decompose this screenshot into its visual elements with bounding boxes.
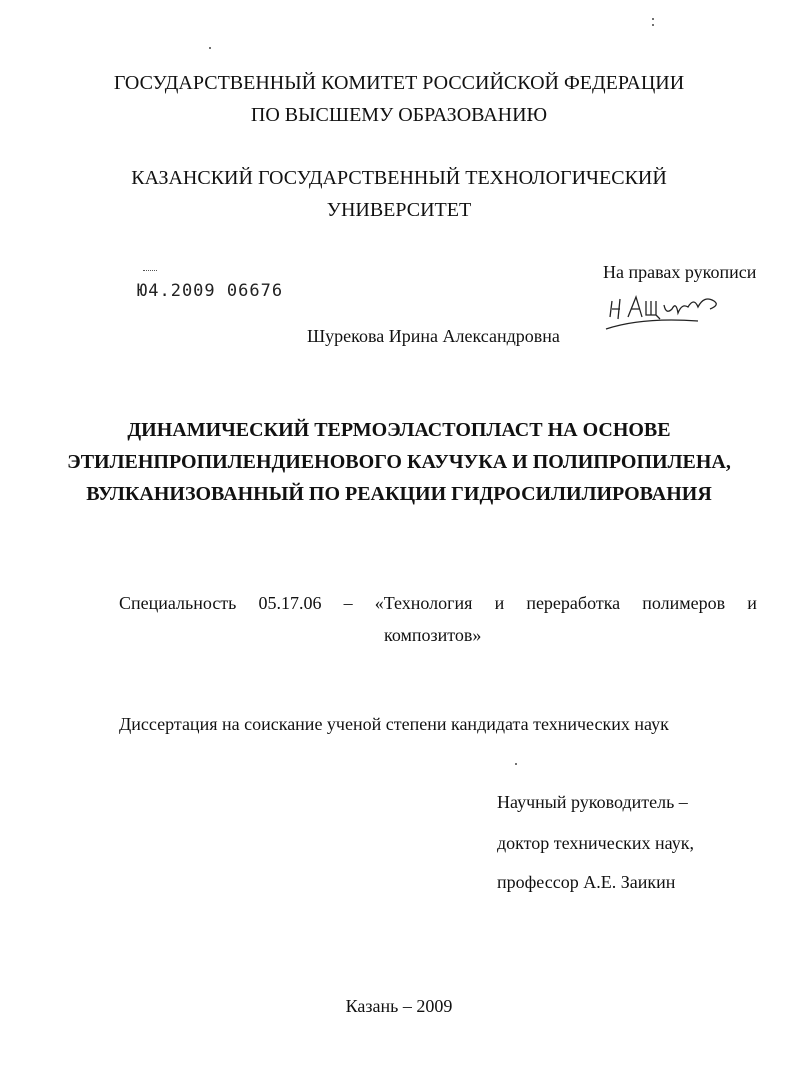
scan-dot-top-left — [209, 47, 211, 49]
manuscript-note: На правах рукописи — [603, 262, 757, 282]
specialty-dash: – — [343, 593, 353, 613]
committee-line-2: ПО ВЫСШЕМУ ОБРАЗОВАНИЮ — [250, 104, 548, 126]
title-line-1: ДИНАМИЧЕСКИЙ ТЕРМОЭЛАСТОПЛАСТ НА ОСНОВЕ — [127, 419, 671, 441]
specialty-line-2: композитов» — [384, 625, 482, 645]
specialty-word: Специальность — [119, 593, 237, 613]
archive-number: Ю4.2009 06676 — [137, 281, 284, 301]
specialty-word: и — [747, 593, 757, 613]
scan-dot-top-right-2 — [652, 24, 654, 26]
supervisor-line-3: профессор А.Е. Заикин — [497, 872, 676, 892]
specialty-word: переработка — [526, 593, 621, 613]
specialty-word: полимеров — [642, 593, 726, 613]
author-name: Шурекова Ирина Александровна — [307, 326, 560, 346]
scan-dot-middle — [515, 763, 517, 765]
archive-dash-mark — [143, 270, 157, 273]
specialty-line-1 — [119, 593, 757, 614]
dissertation-statement: Диссертация на соискание ученой степени кандидата технических наук — [119, 714, 669, 734]
title-line-3: ВУЛКАНИЗОВАННЫЙ ПО РЕАКЦИИ ГИДРОСИЛИЛИРОВАНИЯ — [86, 483, 712, 505]
scan-dot-top-right — [652, 18, 654, 20]
specialty-word: и — [494, 593, 505, 613]
committee-line-1: ГОСУДАРСТВЕННЫЙ КОМИТЕТ РОССИЙСКОЙ ФЕДЕРАЦИИ — [113, 72, 685, 94]
title-line-2: ЭТИЛЕНПРОПИЛЕНДИЕНОВОГО КАУЧУКА И ПОЛИПРОПИЛЕНА, — [67, 451, 731, 473]
handwritten-signature — [602, 287, 732, 337]
city-year: Казань – 2009 — [345, 996, 453, 1016]
university-line-2: УНИВЕРСИТЕТ — [326, 199, 472, 221]
university-line-1: КАЗАНСКИЙ ГОСУДАРСТВЕННЫЙ ТЕХНОЛОГИЧЕСКИЙ — [131, 167, 667, 189]
specialty-word: «Технология — [374, 593, 473, 613]
supervisor-line-1: Научный руководитель – — [497, 792, 688, 812]
specialty-code: 05.17.06 — [258, 593, 322, 613]
supervisor-line-2: доктор технических наук, — [497, 833, 694, 853]
